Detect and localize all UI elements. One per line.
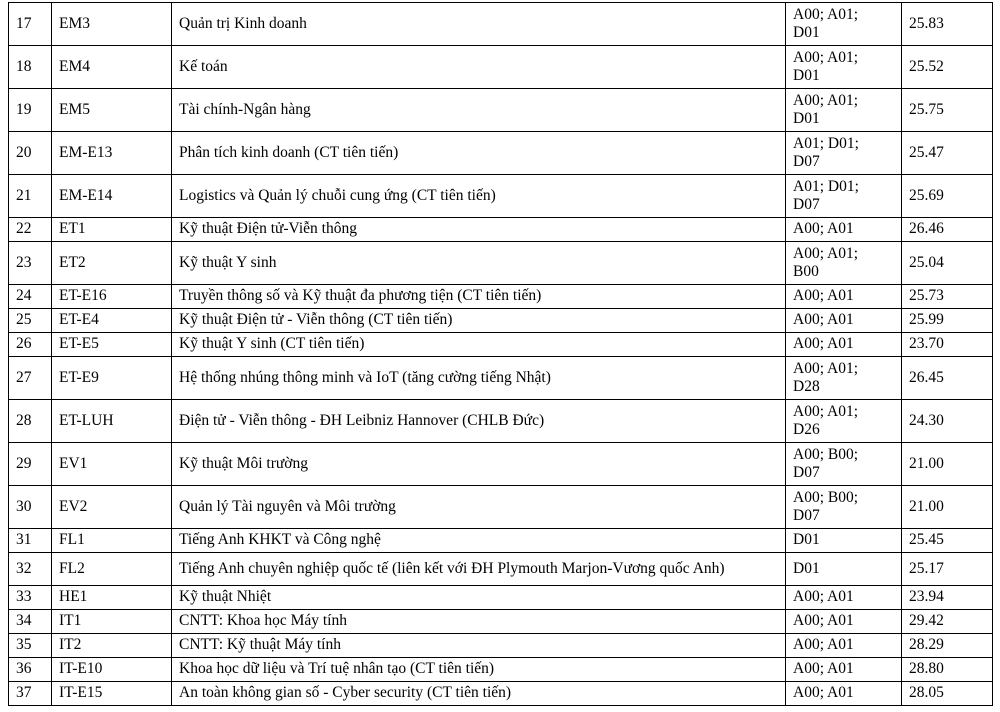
benchmark-score-cell: 25.04: [902, 242, 993, 285]
row-index-cell: 17: [9, 3, 52, 46]
table-row: [9, 658, 993, 682]
subject-block-line: A00; A01;: [793, 244, 859, 262]
subject-block-cell: [786, 132, 902, 175]
benchmark-score-cell: 25.69: [902, 175, 993, 218]
subject-block-line: A00; B00;: [793, 445, 859, 463]
subject-block-cell: [786, 3, 902, 46]
subject-block-line: A00; A01;: [793, 91, 859, 109]
subject-block-cell: [786, 218, 902, 242]
subject-block-cell: [786, 400, 902, 443]
benchmark-score-cell: 23.94: [902, 586, 993, 610]
row-index-cell: 35: [9, 634, 52, 658]
program-code-cell: IT-E15: [52, 682, 172, 706]
table-row: [9, 443, 993, 486]
table-row: [9, 610, 993, 634]
subject-block-line: A00; A01;: [793, 5, 859, 23]
program-code-cell: ET-LUH: [52, 400, 172, 443]
benchmark-score-cell: 25.47: [902, 132, 993, 175]
subject-block-cell: [786, 242, 902, 285]
row-index-cell: 25: [9, 309, 52, 333]
program-name-cell: CNTT: Kỹ thuật Máy tính: [172, 634, 786, 658]
table-row: [9, 285, 993, 309]
program-code-cell: FL2: [52, 553, 172, 586]
benchmark-score-cell: 26.45: [902, 357, 993, 400]
program-name-cell: Kỹ thuật Điện tử-Viễn thông: [172, 218, 786, 242]
subject-block-line: A00; A01: [793, 287, 854, 305]
subject-block-line: D07: [793, 507, 820, 524]
table-row: [9, 3, 993, 46]
row-index-cell: 23: [9, 242, 52, 285]
table-row: [9, 486, 993, 529]
subject-block-line: D26: [793, 421, 820, 438]
table-row: [9, 175, 993, 218]
program-code-cell: HE1: [52, 586, 172, 610]
row-index-cell: 24: [9, 285, 52, 309]
program-code-cell: FL1: [52, 529, 172, 553]
row-index-cell: 29: [9, 443, 52, 486]
program-name-cell: Tài chính-Ngân hàng: [172, 89, 786, 132]
subject-block-line: A00; A01: [793, 660, 854, 678]
program-name-cell: An toàn không gian số - Cyber security (CT tiên tiến): [172, 682, 786, 706]
table-row: [9, 333, 993, 357]
benchmark-score-cell: 25.99: [902, 309, 993, 333]
program-name-cell: Kỹ thuật Điện tử - Viễn thông (CT tiên tiến): [172, 309, 786, 333]
subject-block-line: A00; A01: [793, 612, 854, 630]
table-row: [9, 89, 993, 132]
benchmark-score-cell: 29.42: [902, 610, 993, 634]
table-row: [9, 218, 993, 242]
program-name-cell: Tiếng Anh chuyên nghiệp quốc tế (liên kết với ĐH Plymouth Marjon-Vương quốc Anh): [172, 553, 786, 586]
subject-block-line: D07: [793, 196, 820, 213]
benchmark-score-cell: 28.05: [902, 682, 993, 706]
row-index-cell: 20: [9, 132, 52, 175]
table-row: [9, 309, 993, 333]
subject-block-line: A01; D01;: [793, 134, 859, 152]
row-index-cell: 21: [9, 175, 52, 218]
subject-block-line: A00; A01;: [793, 48, 859, 66]
benchmark-score-cell: 25.83: [902, 3, 993, 46]
row-index-cell: 32: [9, 553, 52, 586]
subject-block-line: D07: [793, 153, 820, 170]
subject-block-line: D01: [793, 559, 820, 577]
subject-block-cell: [786, 634, 902, 658]
subject-block-line: A00; B00;: [793, 488, 859, 506]
benchmark-score-cell: 21.00: [902, 486, 993, 529]
program-name-cell: Khoa học dữ liệu và Trí tuệ nhân tạo (CT tiên tiến): [172, 658, 786, 682]
row-index-cell: 19: [9, 89, 52, 132]
table-row: [9, 242, 993, 285]
table-row: [9, 357, 993, 400]
subject-block-line: D28: [793, 378, 820, 395]
program-code-cell: EV2: [52, 486, 172, 529]
row-index-cell: 36: [9, 658, 52, 682]
program-code-cell: EM-E14: [52, 175, 172, 218]
program-code-cell: ET1: [52, 218, 172, 242]
benchmark-score-cell: 25.52: [902, 46, 993, 89]
benchmark-score-cell: 23.70: [902, 333, 993, 357]
subject-block-line: D01: [793, 110, 820, 127]
program-code-cell: ET-E9: [52, 357, 172, 400]
program-name-cell: Kỹ thuật Y sinh: [172, 242, 786, 285]
row-index-cell: 27: [9, 357, 52, 400]
subject-block-line: B00: [793, 263, 819, 280]
benchmark-score-cell: 25.45: [902, 529, 993, 553]
program-name-cell: Phân tích kinh doanh (CT tiên tiến): [172, 132, 786, 175]
subject-block-cell: [786, 486, 902, 529]
row-index-cell: 37: [9, 682, 52, 706]
subject-block-cell: [786, 333, 902, 357]
benchmark-score-cell: 25.73: [902, 285, 993, 309]
subject-block-line: D07: [793, 464, 820, 481]
subject-block-line: A00; A01: [793, 311, 854, 329]
subject-block-cell: [786, 175, 902, 218]
subject-block-cell: [786, 682, 902, 706]
row-index-cell: 33: [9, 586, 52, 610]
subject-block-line: D01: [793, 24, 820, 41]
program-name-cell: Hệ thống nhúng thông minh và IoT (tăng cường tiếng Nhật): [172, 357, 786, 400]
program-name-cell: Logistics và Quản lý chuỗi cung ứng (CT tiên tiến): [172, 175, 786, 218]
program-name-cell: Kỹ thuật Y sinh (CT tiên tiến): [172, 333, 786, 357]
row-index-cell: 31: [9, 529, 52, 553]
subject-block-line: A00; A01: [793, 335, 854, 353]
subject-block-cell: [786, 553, 902, 586]
benchmark-score-cell: 28.80: [902, 658, 993, 682]
program-code-cell: ET-E5: [52, 333, 172, 357]
subject-block-cell: [786, 357, 902, 400]
subject-block-line: A00; A01;: [793, 402, 859, 420]
subject-block-line: D01: [793, 531, 820, 549]
benchmark-score-cell: 28.29: [902, 634, 993, 658]
program-name-cell: Quản lý Tài nguyên và Môi trường: [172, 486, 786, 529]
benchmark-score-cell: 25.17: [902, 553, 993, 586]
program-code-cell: IT2: [52, 634, 172, 658]
row-index-cell: 22: [9, 218, 52, 242]
benchmark-score-cell: 25.75: [902, 89, 993, 132]
subject-block-line: A00; A01: [793, 636, 854, 654]
program-name-cell: Truyền thông số và Kỹ thuật đa phương tiện (CT tiên tiến): [172, 285, 786, 309]
program-name-cell: Kế toán: [172, 46, 786, 89]
benchmark-score-cell: 26.46: [902, 218, 993, 242]
subject-block-line: A00; A01: [793, 588, 854, 606]
row-index-cell: 30: [9, 486, 52, 529]
table-row: [9, 46, 993, 89]
subject-block-line: A01; D01;: [793, 177, 859, 195]
table-row: [9, 132, 993, 175]
table-row: [9, 529, 993, 553]
subject-block-cell: [786, 285, 902, 309]
row-index-cell: 28: [9, 400, 52, 443]
program-name-cell: Quản trị Kinh doanh: [172, 3, 786, 46]
table-row: [9, 634, 993, 658]
benchmark-score-cell: 24.30: [902, 400, 993, 443]
table-row: [9, 553, 993, 586]
subject-block-line: A00; A01: [793, 684, 854, 702]
subject-block-cell: [786, 443, 902, 486]
subject-block-cell: [786, 529, 902, 553]
program-code-cell: EM4: [52, 46, 172, 89]
benchmark-score-cell: 21.00: [902, 443, 993, 486]
subject-block-cell: [786, 586, 902, 610]
subject-block-line: A00; A01;: [793, 359, 859, 377]
table-row: [9, 682, 993, 706]
program-name-cell: Kỹ thuật Môi trường: [172, 443, 786, 486]
program-name-cell: Kỹ thuật Nhiệt: [172, 586, 786, 610]
table-body: [9, 3, 993, 706]
subject-block-cell: [786, 658, 902, 682]
program-code-cell: ET-E4: [52, 309, 172, 333]
program-code-cell: IT-E10: [52, 658, 172, 682]
program-code-cell: IT1: [52, 610, 172, 634]
program-name-cell: Điện tử - Viễn thông - ĐH Leibniz Hannover (CHLB Đức): [172, 400, 786, 443]
row-index-cell: 34: [9, 610, 52, 634]
program-code-cell: ET-E16: [52, 285, 172, 309]
score-table-container: [8, 2, 992, 706]
subject-block-cell: [786, 89, 902, 132]
program-code-cell: EV1: [52, 443, 172, 486]
subject-block-cell: [786, 46, 902, 89]
program-name-cell: Tiếng Anh KHKT và Công nghệ: [172, 529, 786, 553]
program-code-cell: EM-E13: [52, 132, 172, 175]
program-code-cell: EM3: [52, 3, 172, 46]
subject-block-line: A00; A01: [793, 220, 854, 238]
subject-block-cell: [786, 610, 902, 634]
subject-block-cell: [786, 309, 902, 333]
row-index-cell: 18: [9, 46, 52, 89]
program-name-cell: CNTT: Khoa học Máy tính: [172, 610, 786, 634]
admission-score-table: [8, 2, 993, 706]
table-row: [9, 400, 993, 443]
table-row: [9, 586, 993, 610]
subject-block-line: D01: [793, 67, 820, 84]
program-code-cell: EM5: [52, 89, 172, 132]
program-code-cell: ET2: [52, 242, 172, 285]
row-index-cell: 26: [9, 333, 52, 357]
